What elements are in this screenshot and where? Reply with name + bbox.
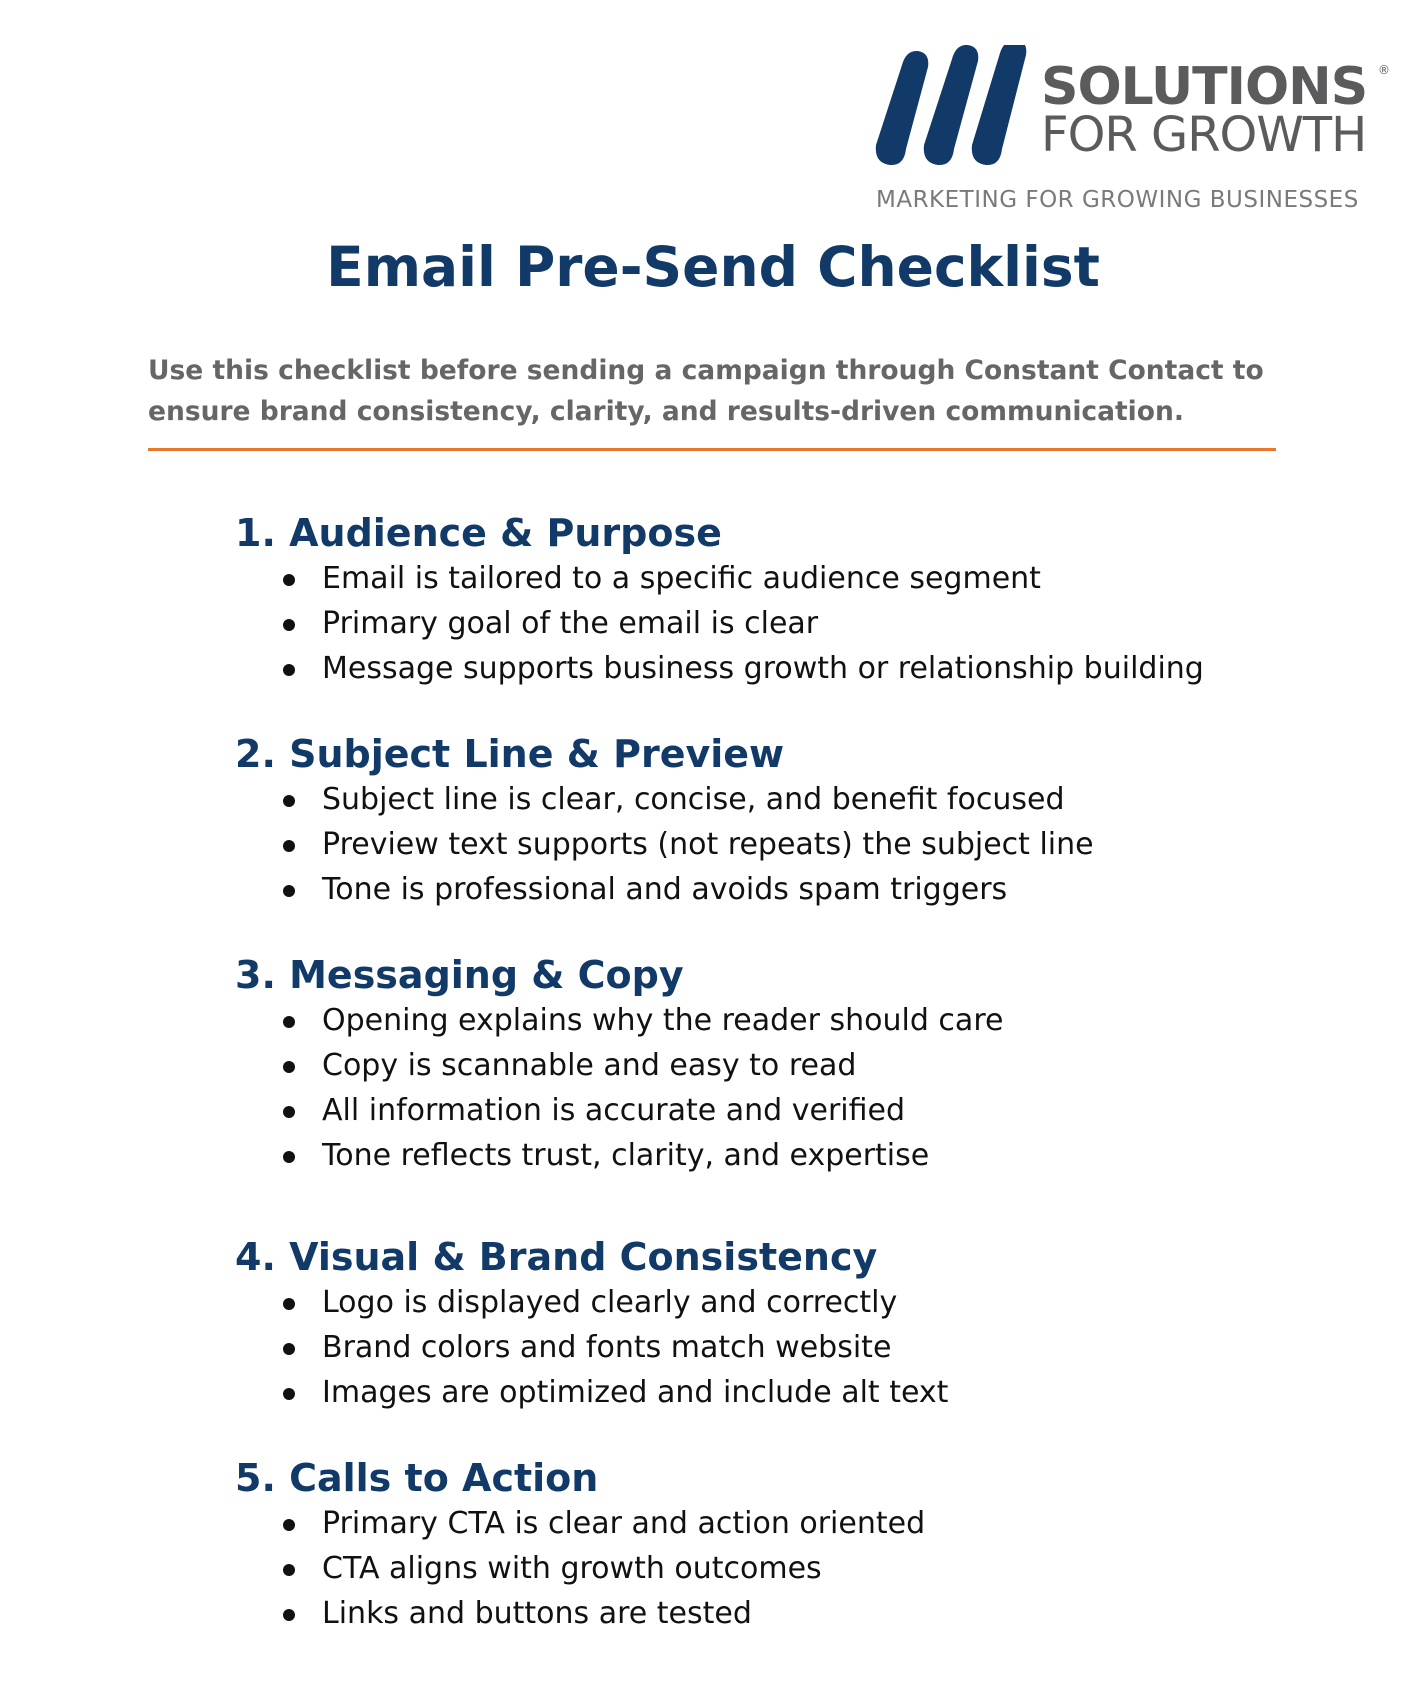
checklist-item [235,1088,1003,1133]
bullet-icon [283,1298,295,1310]
checklist-item [235,646,1204,691]
checklist-item-text: All information is accurate and verified [322,1093,906,1128]
checklist-item [235,777,1094,822]
checklist [235,1501,925,1636]
checklist-item [235,1501,925,1546]
checklist-item [235,1546,925,1591]
section-heading: 3. Messaging & Copy [235,953,684,997]
checklist-item [235,998,1003,1043]
bullet-icon [283,1151,295,1163]
bullet-icon [283,1609,295,1621]
checklist-item-text: Tone is professional and avoids spam triggers [322,872,1008,907]
checklist-item [235,1043,1003,1088]
logo-mark-icon [870,45,1040,175]
checklist-item [235,1280,948,1325]
bullet-icon [283,1106,295,1118]
checklist [235,998,1003,1178]
bullet-icon [283,574,295,586]
checklist-section [235,1455,925,1636]
bullet-icon [283,840,295,852]
bullet-icon [283,885,295,897]
checklist-item [235,1133,1003,1178]
bullet-icon [283,1061,295,1073]
logo-wordmark-line2: FOR GROWTH [1041,107,1367,163]
checklist-item-text: Links and buttons are tested [322,1596,752,1631]
section-heading: 5. Calls to Action [235,1456,599,1500]
checklist-item-text: Preview text supports (not repeats) the subject line [322,827,1094,862]
bullet-icon [283,1343,295,1355]
checklist-item [235,1370,948,1415]
checklist-section [235,731,1094,912]
checklist-item [235,1325,948,1370]
checklist-item-text: Logo is displayed clearly and correctly [322,1285,898,1320]
checklist-item [235,1591,925,1636]
divider [148,448,1276,451]
checklist-item-text: Message supports business growth or relationship building [322,651,1204,686]
checklist-section [235,1234,948,1415]
bullet-icon [283,1564,295,1576]
intro-text: Use this checklist before sending a campaign through Constant Contact to ensure brand consistency, clarity, and results-driven communication. [148,355,1264,427]
checklist [235,777,1094,912]
checklist-item [235,556,1204,601]
checklist-item [235,867,1094,912]
checklist-item-text: Tone reflects trust, clarity, and expertise [322,1138,930,1173]
checklist-item-text: Primary CTA is clear and action oriented [322,1506,926,1541]
checklist-item [235,822,1094,867]
checklist-item [235,601,1204,646]
checklist-item-text: Copy is scannable and easy to read [322,1048,857,1083]
checklist-item-text: Images are optimized and include alt text [322,1375,949,1410]
checklist-item-text: Opening explains why the reader should care [322,1003,1004,1038]
page-title: Email Pre-Send Checklist [326,235,1100,299]
bullet-icon [283,1016,295,1028]
checklist-item-text: Email is tailored to a specific audience segment [322,561,1041,596]
checklist-section [235,952,1003,1178]
bullet-icon [283,619,295,631]
checklist-item-text: Brand colors and fonts match website [322,1330,892,1365]
bullet-icon [283,1519,295,1531]
section-heading: 1. Audience & Purpose [235,511,722,555]
bullet-icon [283,664,295,676]
section-heading: 4. Visual & Brand Consistency [235,1235,878,1279]
checklist-item-text: Subject line is clear, concise, and benefit focused [322,782,1065,817]
bullet-icon [283,1388,295,1400]
logo-wordmark-line1: SOLUTIONS [1041,57,1368,117]
bullet-icon [283,795,295,807]
checklist-item-text: CTA aligns with growth outcomes [322,1551,822,1586]
logo-tagline: MARKETING FOR GROWING BUSINESSES [876,187,1359,213]
checklist [235,1280,948,1415]
checklist [235,556,1204,691]
registered-mark: ® [1378,63,1390,77]
checklist-section [235,510,1204,691]
section-heading: 2. Subject Line & Preview [235,732,785,776]
checklist-item-text: Primary goal of the email is clear [322,606,819,641]
